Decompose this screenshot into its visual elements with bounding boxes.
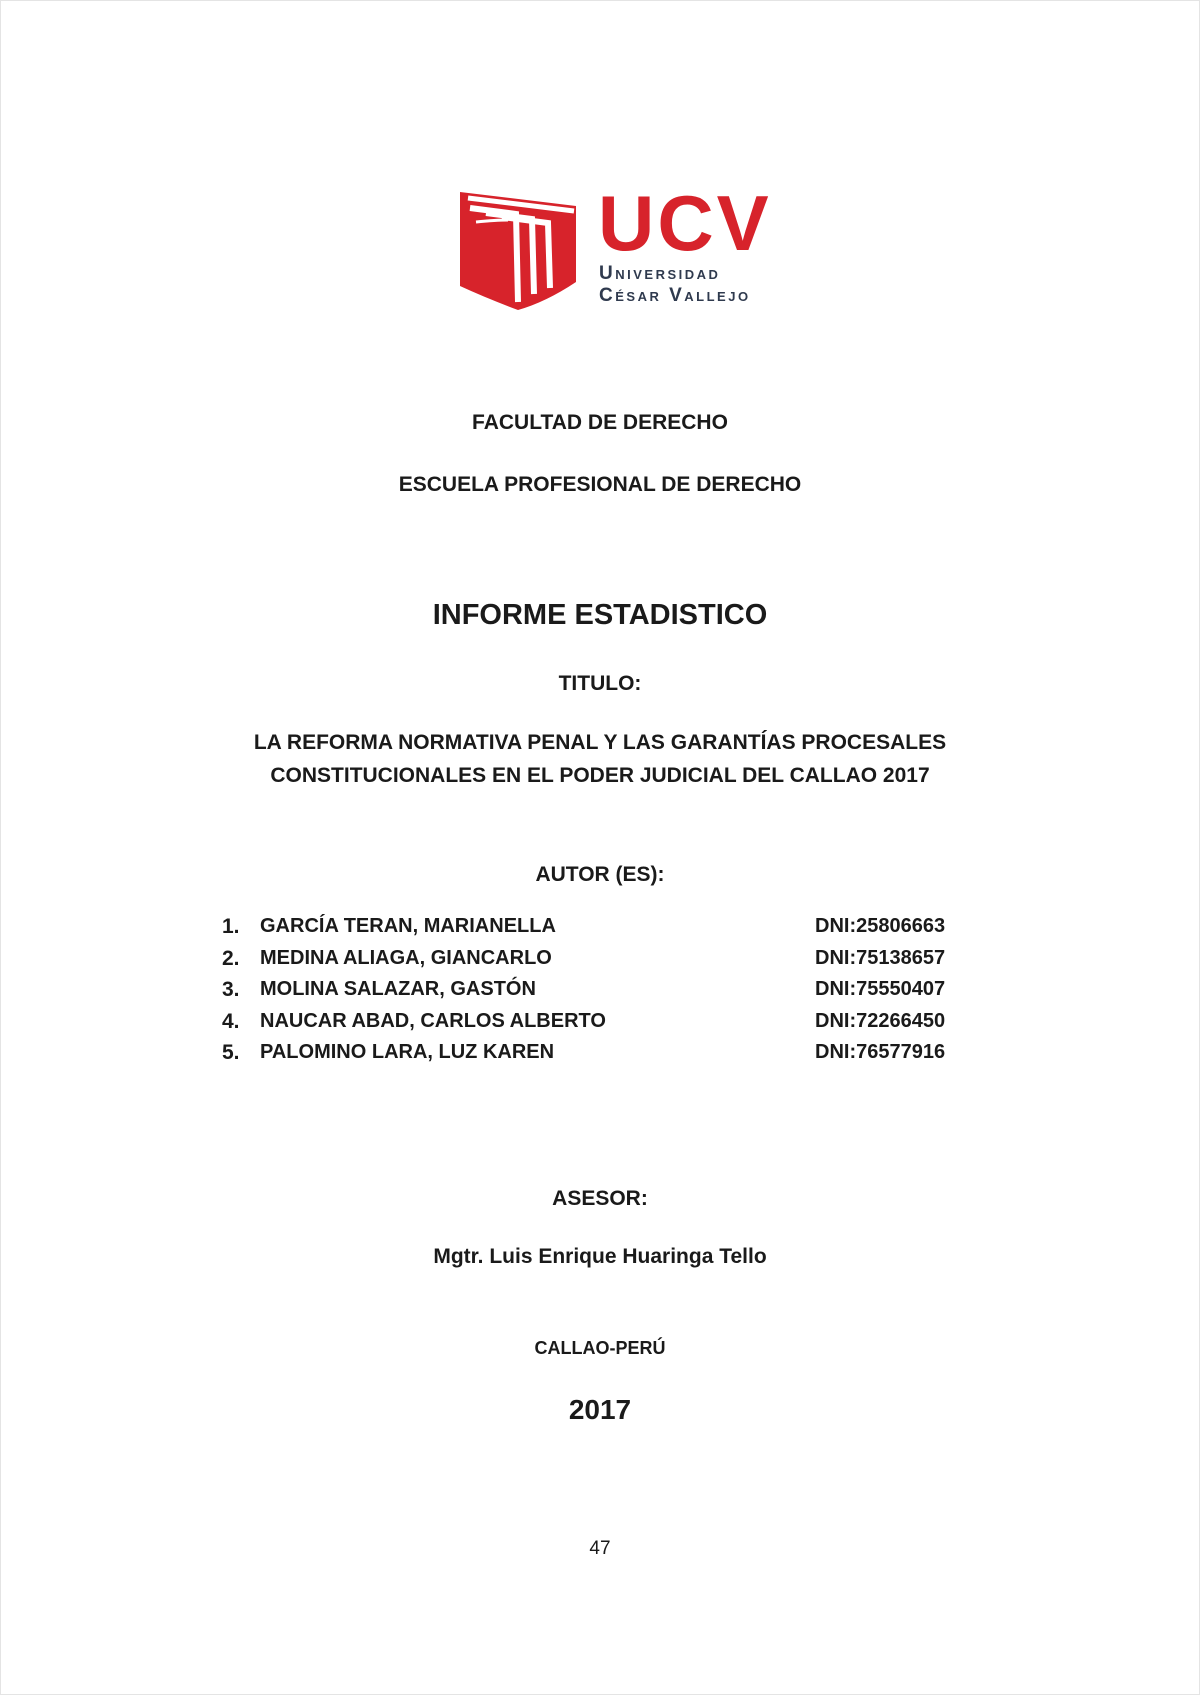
place: CALLAO-PERÚ xyxy=(534,1338,666,1358)
author-dni: DNI:76577916 xyxy=(815,1041,946,1063)
authors-label: AUTOR (ES): xyxy=(535,863,665,886)
advisor-name: Mgtr. Luis Enrique Huaringa Tello xyxy=(433,1245,767,1268)
year: 2017 xyxy=(568,1394,632,1425)
author-row xyxy=(222,947,957,979)
author-name: MEDINA ALIAGA, GIANCARLO xyxy=(260,946,552,969)
author-name: MOLINA SALAZAR, GASTÓN xyxy=(260,978,536,1000)
report-type-heading: INFORME ESTADISTICO xyxy=(432,599,768,631)
author-dni: DNI:75138657 xyxy=(815,946,946,969)
faculty-heading: FACULTAD DE DERECHO xyxy=(472,411,728,434)
author-dni: DNI:75550407 xyxy=(815,978,946,1000)
thesis-title-line-1: LA REFORMA NORMATIVA PENAL Y LAS GARANTÍAS PROCESALES xyxy=(253,731,947,754)
author-number: 3. xyxy=(222,978,240,1001)
author-name: GARCÍA TERAN, MARIANELLA xyxy=(260,915,556,937)
title-label: TITULO: xyxy=(558,672,642,695)
page-number: 47 xyxy=(589,1538,611,1559)
university-logo xyxy=(456,179,772,320)
author-row xyxy=(222,1041,957,1073)
school-heading: ESCUELA PROFESIONAL DE DERECHO xyxy=(398,473,802,496)
author-row xyxy=(222,915,957,947)
author-number: 5. xyxy=(222,1041,240,1064)
author-name: NAUCAR ABAD, CARLOS ALBERTO xyxy=(260,1009,606,1032)
logo-line-2: César Vallejo xyxy=(599,285,751,306)
authors-list xyxy=(222,915,957,1073)
thesis-title-line-2: CONSTITUCIONALES EN EL PODER JUDICIAL DEL CALLAO 2017 xyxy=(270,764,930,787)
logo-acronym: UCV xyxy=(598,179,772,267)
author-row xyxy=(222,1010,957,1042)
author-row xyxy=(222,978,957,1010)
author-number: 4. xyxy=(222,1009,240,1033)
thesis-title xyxy=(0,726,1200,792)
author-number: 1. xyxy=(222,915,240,938)
ucv-emblem-icon xyxy=(456,190,584,320)
author-dni: DNI:25806663 xyxy=(815,915,946,937)
advisor-label: ASESOR: xyxy=(552,1187,648,1210)
author-dni: DNI:72266450 xyxy=(815,1009,946,1032)
author-name: PALOMINO LARA, LUZ KAREN xyxy=(260,1041,555,1063)
logo-line-1: Universidad xyxy=(599,263,721,284)
author-number: 2. xyxy=(222,946,240,970)
